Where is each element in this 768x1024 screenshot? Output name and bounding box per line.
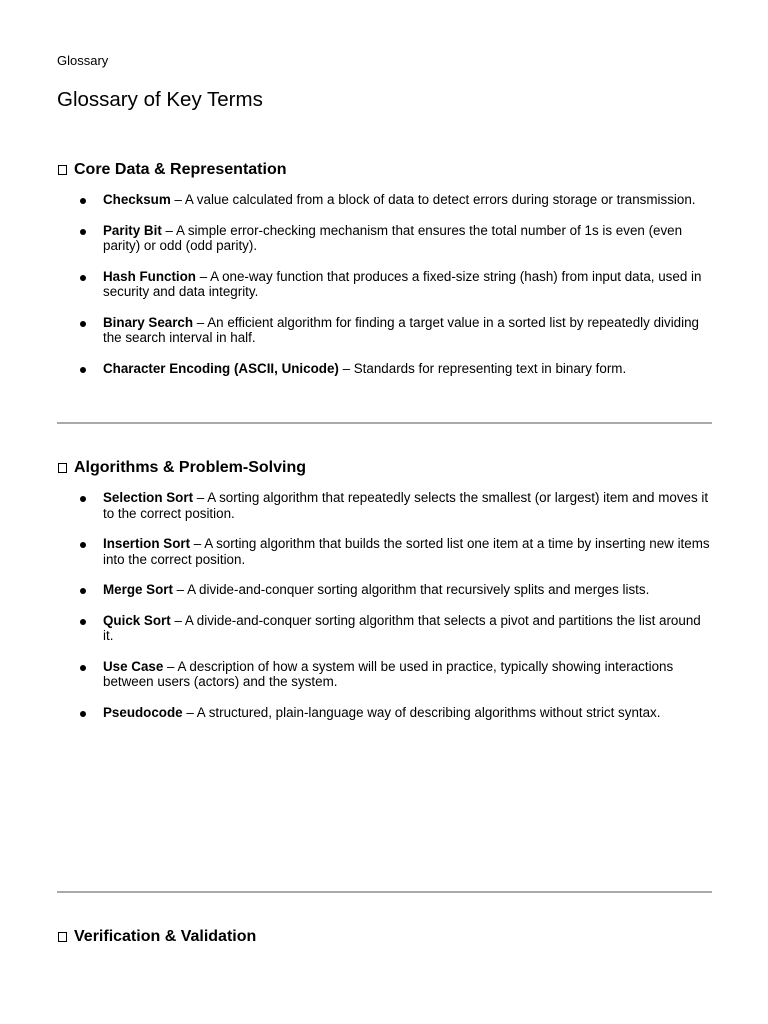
term-separator: – [163, 658, 178, 674]
term-name: Hash Function [103, 268, 196, 284]
checkbox-icon [58, 165, 67, 175]
list-item [57, 490, 712, 521]
section-divider [57, 891, 712, 893]
term-definition: A sorting algorithm that builds the sorted list one item at a time by inserting new items into the correct position. [103, 536, 710, 567]
list-item [57, 536, 712, 567]
term-name: Checksum [103, 192, 171, 207]
checkbox-icon [58, 932, 67, 942]
bullet-icon [80, 496, 86, 502]
term-name: Merge Sort [103, 582, 173, 597]
list-item [57, 659, 712, 690]
bullet-icon [80, 711, 86, 717]
term-definition: A description of how a system will be used in practice, typically showing interactions between users (actors) and the system. [103, 658, 674, 689]
term-definition: Standards for representing text in binary form. [353, 360, 627, 376]
section-heading [57, 160, 712, 179]
term-definition: A value calculated from a block of data to detect errors during storage or transmission. [184, 192, 696, 207]
list-item [57, 705, 712, 721]
list-item [57, 315, 712, 346]
bullet-icon [80, 619, 86, 625]
bullet-icon [80, 665, 86, 671]
bullet-icon [80, 542, 86, 548]
list-item [57, 223, 712, 254]
term-separator: – [182, 704, 197, 720]
term-definition: A divide-and-conquer sorting algorithm that recursively splits and merges lists. [187, 582, 650, 597]
term-name: Quick Sort [103, 612, 171, 628]
term-separator: – [196, 268, 211, 284]
term-separator: – [161, 222, 176, 238]
list-item [57, 269, 712, 300]
term-name: Character Encoding (ASCII, Unicode) [103, 360, 339, 376]
section-divider [57, 422, 712, 424]
term-definition: An efficient algorithm for finding a target value in a sorted list by repeatedly dividing the search interval in half. [103, 314, 699, 345]
term-separator: – [338, 360, 354, 376]
section-heading-text: Verification & Validation [74, 928, 257, 945]
term-name: Pseudocode [103, 704, 183, 720]
section-verification [57, 927, 712, 946]
term-list [57, 490, 712, 720]
term-name: Binary Search [103, 314, 194, 330]
term-definition: A sorting algorithm that repeatedly selects the smallest (or largest) item and moves it to the correct position. [103, 490, 709, 521]
list-item [57, 613, 712, 644]
term-separator: – [193, 490, 208, 505]
term-definition: A one-way function that produces a fixed-size string (hash) from input data, used in security and data integrity. [103, 268, 702, 299]
section-heading [57, 458, 712, 477]
section-heading-text: Algorithms & Problem-Solving [74, 459, 307, 476]
term-separator: – [172, 582, 188, 597]
bullet-icon [80, 588, 86, 594]
term-separator: – [193, 314, 208, 330]
section-algorithms [57, 458, 712, 720]
term-separator: – [170, 612, 185, 628]
term-list [57, 192, 712, 376]
term-name: Insertion Sort [103, 536, 191, 551]
term-definition: A simple error-checking mechanism that ensures the total number of 1s is even (even parity) or odd (odd parity). [103, 222, 683, 253]
list-item [57, 192, 712, 208]
section-heading-text: Core Data & Representation [74, 161, 287, 178]
bullet-icon [80, 367, 86, 373]
term-definition: A divide-and-conquer sorting algorithm that selects a pivot and partitions the list around it. [103, 612, 701, 643]
term-name: Selection Sort [103, 490, 194, 505]
term-name: Parity Bit [103, 222, 162, 238]
bullet-icon [80, 321, 86, 327]
list-item [57, 582, 712, 598]
term-name: Use Case [103, 658, 164, 674]
term-definition: A structured, plain-language way of describing algorithms without strict syntax. [196, 704, 661, 720]
page-header: Glossary [57, 53, 109, 68]
term-separator: – [190, 536, 205, 551]
section-heading [57, 927, 712, 946]
list-item [57, 361, 712, 377]
bullet-icon [80, 275, 86, 281]
bullet-icon [80, 229, 86, 235]
checkbox-icon [58, 463, 67, 473]
section-core-data [57, 160, 712, 376]
term-separator: – [170, 192, 185, 207]
bullet-icon [80, 198, 86, 204]
page-title: Glossary of Key Terms [57, 88, 263, 111]
